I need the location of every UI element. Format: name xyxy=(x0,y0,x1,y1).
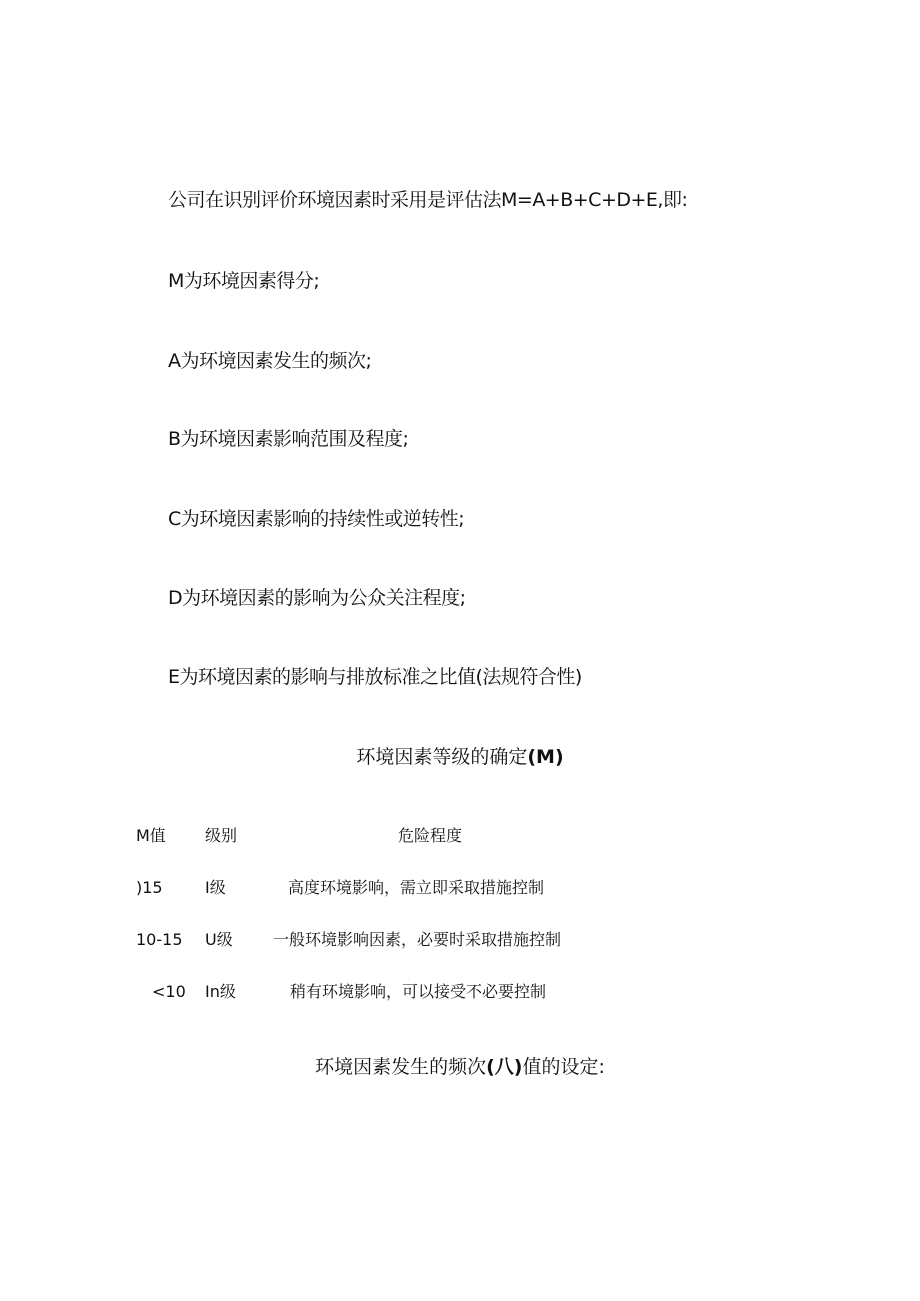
row3-level: In级 xyxy=(205,982,236,1001)
grade-title-text: 环境因素等级的确定 xyxy=(356,746,528,768)
header-level: 级别 xyxy=(205,826,238,845)
grade-section-title xyxy=(0,745,920,769)
frequency-title-suffix: 值的设定: xyxy=(522,1056,605,1078)
row3-m-value: <10 xyxy=(152,982,186,1001)
grade-title-suffix: (M) xyxy=(527,746,564,768)
definition-m: M为环境因素得分; xyxy=(168,270,320,292)
row3-danger: 稍有环境影响，可以接受不必要控制 xyxy=(290,982,547,1001)
row2-m-value: 10-15 xyxy=(136,930,183,949)
row2-danger: 一般环境影响因素，必要时采取措施控制 xyxy=(273,930,562,949)
definition-d: D为环境因素的影响为公众关注程度; xyxy=(168,587,466,609)
row2-level: U级 xyxy=(205,930,233,949)
frequency-title-prefix: 环境因素发生的频次 xyxy=(315,1056,487,1078)
definition-c: C为环境因素影响的持续性或逆转性; xyxy=(168,508,465,530)
row1-danger: 高度环境影响，需立即采取措施控制 xyxy=(288,878,545,897)
formula-sentence: 公司在识别评价环境因素时采用是评估法M=A+B+C+D+E,即: xyxy=(168,189,688,211)
row1-level: I级 xyxy=(205,878,226,897)
frequency-title-bold: (八) xyxy=(486,1056,523,1078)
definition-e: E为环境因素的影响与排放标准之比值(法规符合性) xyxy=(168,666,582,688)
header-m-value: M值 xyxy=(136,826,166,845)
header-danger: 危险程度 xyxy=(398,826,463,845)
frequency-section-title xyxy=(0,1055,920,1079)
definition-b: B为环境因素影响范围及程度; xyxy=(168,428,409,450)
row1-m-value: )15 xyxy=(136,878,163,897)
definition-a: A为环境因素发生的频次; xyxy=(168,350,372,372)
